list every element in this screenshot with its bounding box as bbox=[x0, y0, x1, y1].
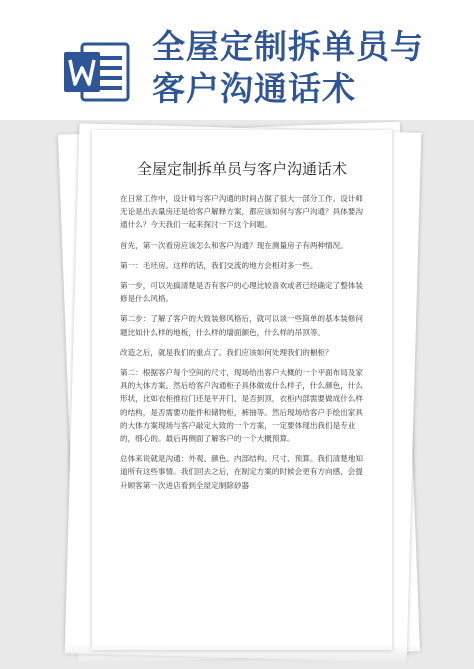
paragraph: 第一步，可以先搞清楚是否有客户的心理比较喜欢或者已经确定了整体装修是什么风格。 bbox=[120, 281, 363, 304]
bottom-fade bbox=[0, 643, 474, 669]
paragraph: 在日常工作中，设计师与客户沟通的时间占据了很大一部分工作。设计师无论是出去量房还是给客户解释方案，都应该如何与客户沟通？具体要沟通什么？今天我们一起来探讨一下这个问题。 bbox=[120, 194, 363, 230]
banner-title: 全屋定制拆单员与 客户沟通话术 bbox=[152, 27, 424, 108]
paragraph: 第二：根据客户每个空间的尺寸，现场给出客户大概的一个平面布局及家具的大体方案。然后给客户沟通柜子具体做成什么样子，什么颜色，什么形状，比如衣柜推拉门还是平开门，是否到顶，衣柜内部需要做成什么样的结构，是否需要功能件和储物柜，裤抽等。然后现场给客户手绘出家具的大体方案现场与客户敲定大致的一个方案，一定要体现出我们是专业的，细心的。最后再侧面了解客户的一个大概预算。 bbox=[120, 368, 363, 444]
header-banner bbox=[0, 0, 474, 120]
paragraph: 首先，第一次看房应该怎么和客户沟通？现在测量房子有两种情况。 bbox=[120, 240, 348, 250]
paragraph: 第二步：了解了客户的大致装修风格后，就可以谈一些简单的基本装修问题比如什么样的地板，什么样的墙面颜色，什么样的吊顶等。 bbox=[120, 314, 363, 337]
paragraph: 总体来说就是沟通：外观、颜色、内部结构、尺寸、预算。我们清楚地知道所有这些事情。我们回去之后，在制定方案的时候会更有方向感，会提升顾客第一次进店看到全屋定制除砂器 bbox=[120, 454, 363, 490]
document-title: 全屋定制拆单员与客户沟通话术 bbox=[136, 160, 347, 178]
paragraph: 改造之后，就是我们的重点了。我们应该如何处理我们的橱柜？ bbox=[120, 347, 333, 357]
document-body bbox=[120, 192, 368, 499]
word-document-icon bbox=[62, 40, 132, 104]
paragraph: 第一：毛坯房。这样的话，我们交流的地方会相对多一些。 bbox=[120, 260, 318, 270]
document-page bbox=[92, 130, 392, 650]
